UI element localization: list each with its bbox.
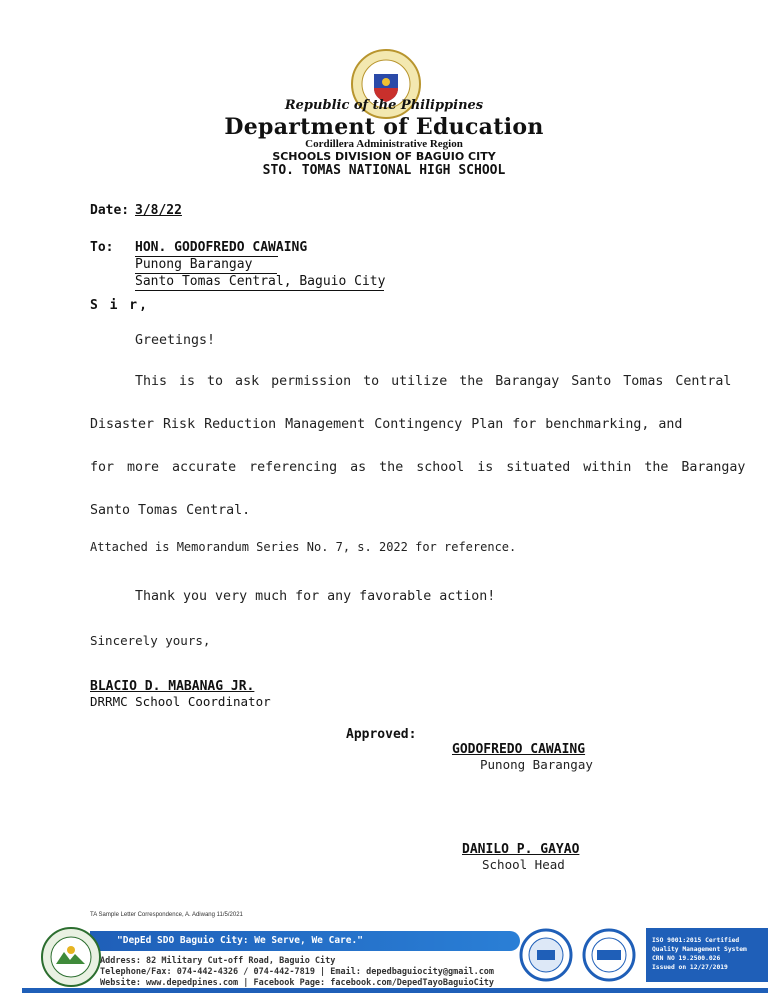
division-heading: SCHOOLS DIVISION OF BAGUIO CITY [272, 150, 496, 163]
recipient-block [135, 240, 435, 291]
signatory-title: DRRMC School Coordinator [90, 694, 271, 709]
sdo-baguio-logo [36, 926, 106, 988]
to-label: To: [90, 240, 114, 255]
footer-web: Website: www.depedpines.com | Facebook Page: facebook.com/DepedTayoBaguioCity [100, 978, 495, 988]
approver1-name: GODOFREDO CAWAING [452, 742, 586, 757]
iso-line: ISO 9001:2015 Certified [652, 937, 740, 944]
greeting: Greetings! [135, 333, 216, 348]
recipient-address: Santo Tomas Central, Baguio City [135, 274, 386, 289]
footnote: TA Sample Letter Correspondence, A. Adiwang 11/5/2021 [90, 912, 243, 918]
school-heading: STO. TOMAS NATIONAL HIGH SCHOOL [262, 163, 506, 178]
body-line: for more accurate referencing as the school is situated within the Barangay [90, 460, 746, 475]
department-heading: Department of Education [224, 114, 544, 140]
body-line: This is to ask permission to utilize the Barangay Santo Tomas Central [135, 374, 732, 389]
footer-tagline: "DepEd SDO Baguio City: We Serve, We Care." [117, 935, 363, 946]
salutation: S i r, [90, 298, 149, 313]
approver2-title: School Head [482, 857, 565, 872]
footer-address: Address: 82 Military Cut-off Road, Baguio City [100, 956, 336, 966]
date-value: 3/8/22 [135, 203, 182, 218]
approver1-title: Punong Barangay [480, 757, 593, 772]
region-heading: Cordillera Administrative Region [305, 138, 463, 150]
iso-line: CRN NO 19.2500.026 [652, 955, 721, 962]
iso-line: Quality Management System [652, 946, 747, 953]
approver2-name: DANILO P. GAYAO [462, 842, 580, 857]
footer-banner [22, 922, 768, 994]
closing: Sincerely yours, [90, 633, 211, 648]
iso-9001-badge-icon [519, 928, 573, 982]
body-line: Disaster Risk Reduction Management Contingency Plan for benchmarking, and [90, 417, 683, 432]
thanks-line: Thank you very much for any favorable action! [135, 589, 496, 604]
footer-contact: Telephone/Fax: 074-442-4326 / 074-442-7819 | Email: depedbaguiocity@gmail.com [100, 967, 495, 977]
iqnet-badge-icon [582, 928, 636, 982]
republic-heading: Republic of the Philippines [284, 98, 484, 113]
body-line: Santo Tomas Central. [90, 503, 251, 518]
approved-label: Approved: [346, 727, 417, 742]
iso-line: Issued on 12/27/2019 [652, 964, 728, 971]
signatory-name: BLACIO D. MABANAG JR. [90, 679, 255, 694]
recipient-name: HON. GODOFREDO CAWAING [135, 240, 308, 255]
attachment-note: Attached is Memorandum Series No. 7, s. 2022 for reference. [90, 540, 517, 554]
footer-bottom-bar [22, 988, 768, 993]
recipient-title: Punong Barangay [135, 257, 277, 274]
date-label: Date: [90, 203, 130, 218]
